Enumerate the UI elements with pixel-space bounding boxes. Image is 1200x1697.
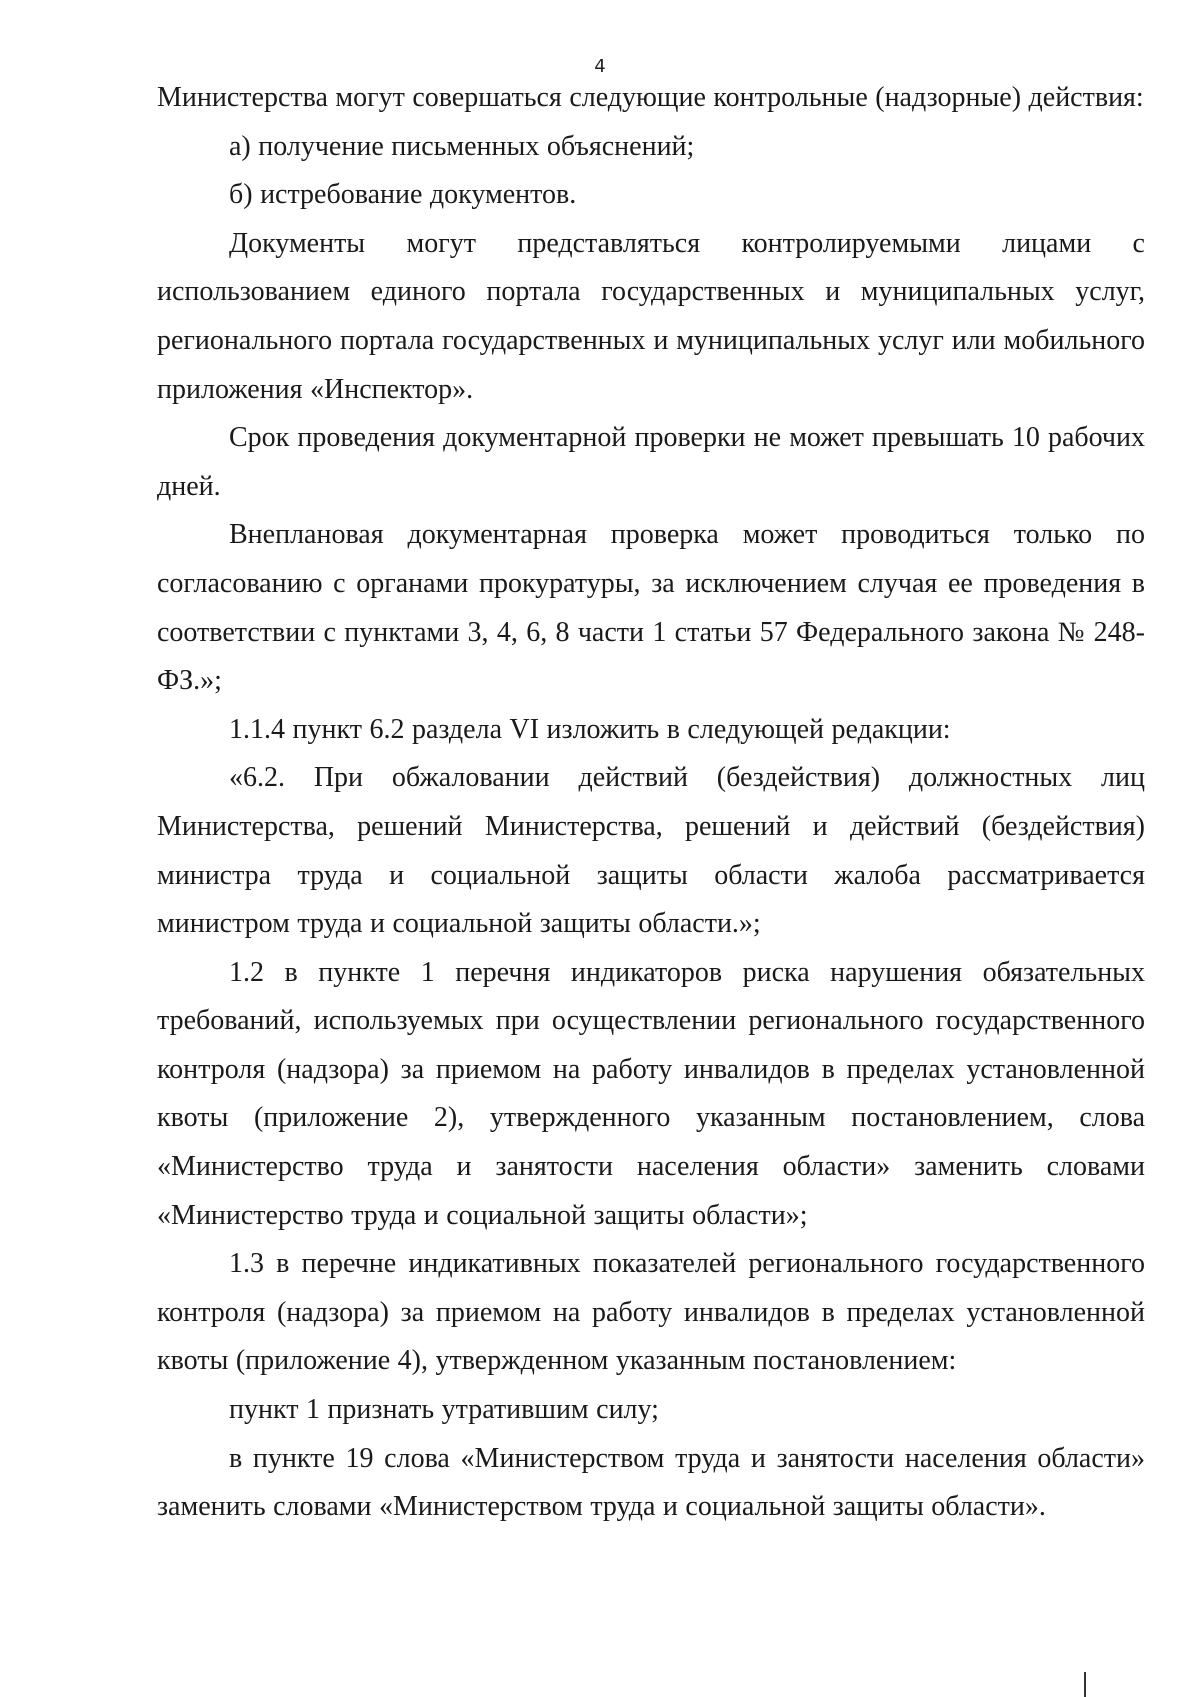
document-body <box>157 74 1145 1532</box>
paragraph-unscheduled-inspection: Внеплановая документарная проверка может проводиться только по согласованию с органами прокуратуры, за исключением случая ее проведения в соответствии с пунктами 3, 4, 6, 8 части 1 статьи 57 Федерального закона № 248-ФЗ.»; <box>157 519 1145 697</box>
page-number: 4 <box>594 56 606 77</box>
paragraph-continuation: Министерства могут совершаться следующие контрольные (надзорные) действия: <box>157 82 1144 113</box>
paragraph-list-item-b: б) истребование документов. <box>229 179 577 211</box>
paragraph-1-2: 1.2 в пункте 1 перечня индикаторов риска нарушения обязательных требований, используемых при осуществлении регионального государственного контроля (надзора) за приемом на работу инвалидов в пределах установленной квоты (приложение 2), утвержденного указанным постановлением, слова «Министерство труда и занятости населения области» заменить словами «Министерство труда и социальной защиты области»; <box>157 956 1145 1231</box>
paragraph-term: Срок проведения документарной проверки не может превышать 10 рабочих дней. <box>157 422 1145 502</box>
paragraph-1-1-4: 1.1.4 пункт 6.2 раздела VI изложить в следующей редакции: <box>229 713 951 745</box>
paragraph-documents: Документы могут представляться контролируемыми лицами с использованием единого портала государственных и муниципальных услуг, регионального портала государственных и муниципальных услуг или мобильного приложения «Инспектор». <box>157 227 1145 405</box>
paragraph-item-19: в пункте 19 слова «Министерством труда и занятости населения области» заменить словами «Министерством труда и социальной защиты области». <box>157 1442 1145 1523</box>
paragraph-list-item-a: а) получение письменных объяснений; <box>229 130 695 162</box>
paragraph-6-2: «6.2. При обжаловании действий (бездействия) должностных лиц Министерства, решений Министерства, решений и действий (бездействия) министра труда и социальной защиты области жалоба рассматривается министром труда и социальной защиты области.»; <box>157 762 1145 940</box>
paragraph-item-1-invalid: пункт 1 признать утратившим силу; <box>229 1394 659 1426</box>
paragraph-1-3: 1.3 в перечне индикативных показателей регионального государственного контроля (надзора) за приемом на работу инвалидов в пределах установленной квоты (приложение 4), утвержденном указанным постановлением: <box>157 1248 1145 1377</box>
scan-mark <box>1084 1672 1086 1697</box>
